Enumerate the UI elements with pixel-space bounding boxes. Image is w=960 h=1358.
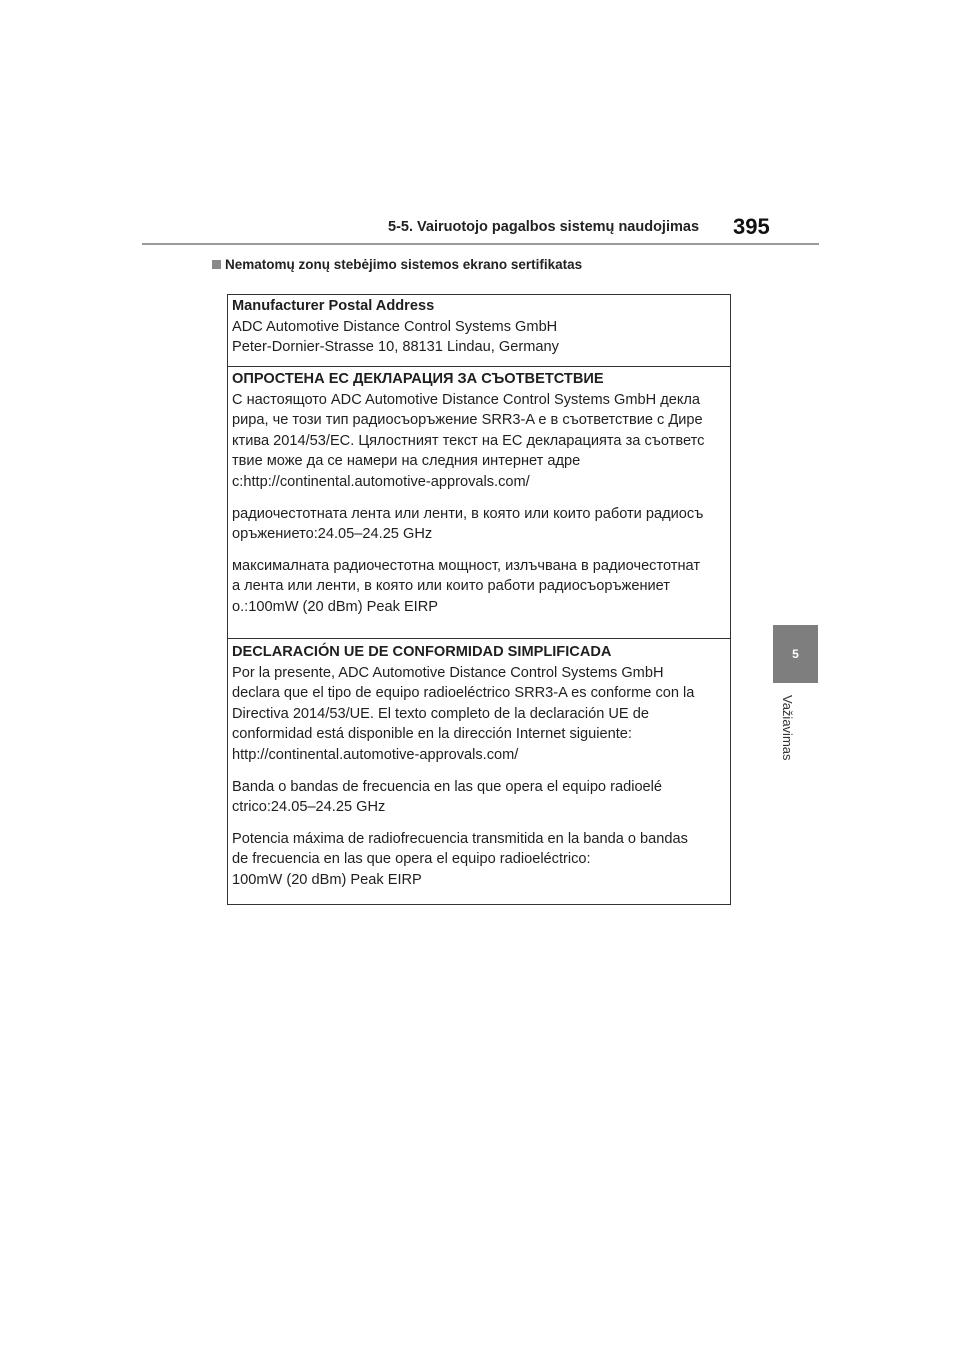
certificate-box — [227, 294, 731, 905]
square-bullet-icon — [212, 260, 221, 269]
text-line: С настоящото ADC Automotive Distance Control Systems GmbH декла — [232, 391, 701, 408]
bulgarian-paragraph — [232, 390, 730, 493]
header-divider — [142, 243, 819, 245]
spanish-paragraph — [232, 663, 730, 766]
text-line: рира, че този тип радиосъоръжение SRR3-A е в съответствие с Дире — [232, 412, 703, 429]
bulgarian-paragraph — [232, 556, 730, 618]
chapter-tab — [773, 625, 818, 683]
section-heading-text: Nematomų zonų stebėjimo sistemos ekrano sertifikatas — [225, 257, 583, 272]
manufacturer-heading: Manufacturer Postal Address — [232, 298, 435, 314]
spanish-paragraph — [232, 829, 730, 891]
text-line: оръжението:24.05–24.25 GHz — [232, 526, 433, 543]
text-line: c:http://continental.automotive-approvals.com/ — [232, 473, 530, 490]
manufacturer-line: Peter-Dornier-Strasse 10, 88131 Lindau, Germany — [232, 339, 559, 356]
text-line: ктива 2014/53/ЕС. Цялостният текст на ЕС декларацията за съответс — [232, 432, 705, 449]
text-line: de frecuencia en las que opera el equipo radioeléctrico: — [232, 851, 591, 868]
manufacturer-section — [228, 295, 730, 367]
manufacturer-line: ADC Automotive Distance Control Systems GmbH — [232, 318, 558, 335]
text-line: Directiva 2014/53/UE. El texto completo de la declaración UE de — [232, 705, 649, 722]
chapter-number: 5 — [792, 647, 799, 661]
section-heading — [212, 257, 582, 272]
text-line: максималната радиочестотна мощност, излъчвана в радиочестотнат — [232, 557, 701, 574]
chapter-label: Važiavimas — [780, 695, 795, 761]
bulgarian-paragraph — [232, 504, 730, 545]
text-line: http://continental.automotive-approvals.com/ — [232, 746, 519, 763]
text-line: о.:100mW (20 dBm) Peak EIRP — [232, 598, 439, 615]
text-line: conformidad está disponible en la dirección Internet siguiente: — [232, 726, 632, 743]
spanish-paragraph — [232, 777, 730, 818]
text-line: 100mW (20 dBm) Peak EIRP — [232, 871, 422, 888]
text-line: радиочестотната лента или ленти, в която или които работи радиосъ — [232, 505, 704, 522]
header-section-title: 5-5. Vairuotojo pagalbos sistemų naudojimas — [388, 219, 700, 235]
text-line: Banda o bandas de frecuencia en las que opera el equipo radioelé — [232, 778, 663, 795]
spanish-heading: DECLARACIÓN UE DE CONFORMIDAD SIMPLIFICADA — [232, 644, 612, 660]
text-line: Potencia máxima de radiofrecuencia transmitida en la banda o bandas — [232, 830, 688, 847]
spanish-declaration-section — [228, 639, 730, 903]
text-line: а лента или ленти, в която или които работи радиосъоръжениет — [232, 578, 670, 595]
text-line: ctrico:24.05–24.25 GHz — [232, 799, 386, 816]
page-number: 395 — [733, 214, 770, 239]
text-line: Por la presente, ADC Automotive Distance Control Systems GmbH — [232, 664, 664, 681]
bulgarian-declaration-section — [228, 367, 730, 639]
text-line: declara que el tipo de equipo radioeléctrico SRR3-A es conforme con la — [232, 685, 695, 702]
bulgarian-heading: ОПРОСТЕНА ЕС ДЕКЛАРАЦИЯ ЗА СЪОТВЕТСТВИЕ — [232, 371, 604, 387]
text-line: твие може да се намери на следния интернет адре — [232, 453, 581, 470]
